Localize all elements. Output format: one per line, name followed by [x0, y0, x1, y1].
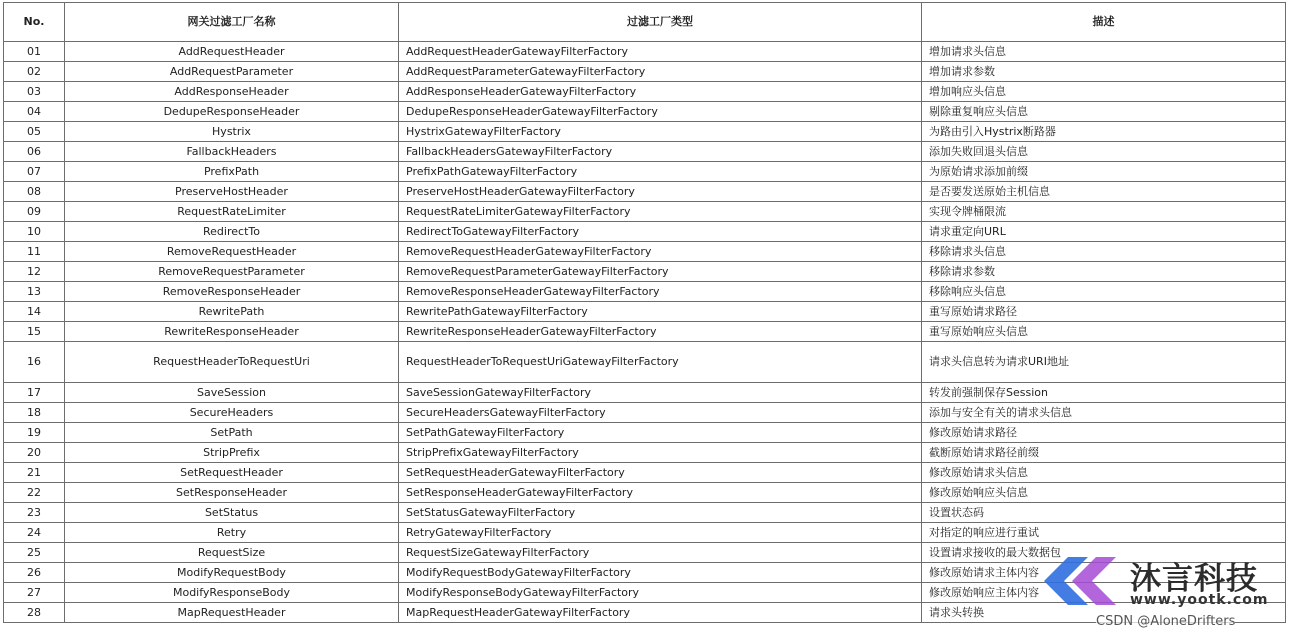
- cell-desc: 截断原始请求路径前缀: [922, 443, 1286, 463]
- table-row: [4, 302, 1286, 322]
- cell-desc: 修改原始请求主体内容: [922, 563, 1286, 583]
- cell-no: 24: [4, 523, 65, 543]
- cell-no: 21: [4, 463, 65, 483]
- cell-desc: 剔除重复响应头信息: [922, 102, 1286, 122]
- cell-no: 02: [4, 62, 65, 82]
- cell-desc: 请求头转换: [922, 603, 1286, 623]
- table-row: [4, 483, 1286, 503]
- cell-type: SetResponseHeaderGatewayFilterFactory: [399, 483, 922, 503]
- cell-no: 25: [4, 543, 65, 563]
- table-row: [4, 102, 1286, 122]
- cell-desc: 移除请求参数: [922, 262, 1286, 282]
- cell-no: 01: [4, 42, 65, 62]
- watermark: [1010, 545, 1288, 615]
- cell-name: Retry: [65, 523, 399, 543]
- cell-desc: 增加请求头信息: [922, 42, 1286, 62]
- cell-name: RewriteResponseHeader: [65, 322, 399, 342]
- cell-desc: 请求重定向URL: [922, 222, 1286, 242]
- cell-desc: 添加失败回退头信息: [922, 142, 1286, 162]
- cell-desc: 重写原始响应头信息: [922, 322, 1286, 342]
- cell-name: AddRequestParameter: [65, 62, 399, 82]
- csdn-credit: CSDN @AloneDrifters: [1096, 614, 1236, 629]
- table-row: [4, 122, 1286, 142]
- cell-no: 08: [4, 182, 65, 202]
- header-type: 过滤工厂类型: [399, 3, 922, 42]
- table-row: [4, 222, 1286, 242]
- cell-desc: 修改原始请求路径: [922, 423, 1286, 443]
- table-row: [4, 62, 1286, 82]
- cell-name: DedupeResponseHeader: [65, 102, 399, 122]
- cell-name: AddRequestHeader: [65, 42, 399, 62]
- table-row: [4, 403, 1286, 423]
- cell-type: RedirectToGatewayFilterFactory: [399, 222, 922, 242]
- cell-no: 16: [4, 342, 65, 383]
- cell-desc: 转发前强制保存Session: [922, 383, 1286, 403]
- cell-desc: 设置状态码: [922, 503, 1286, 523]
- table-body: [4, 42, 1286, 623]
- cell-name: SetPath: [65, 423, 399, 443]
- cell-name: ModifyRequestBody: [65, 563, 399, 583]
- cell-type: RetryGatewayFilterFactory: [399, 523, 922, 543]
- cell-type: AddRequestHeaderGatewayFilterFactory: [399, 42, 922, 62]
- table-row: [4, 342, 1286, 383]
- cell-type: MapRequestHeaderGatewayFilterFactory: [399, 603, 922, 623]
- cell-no: 14: [4, 302, 65, 322]
- cell-type: RemoveResponseHeaderGatewayFilterFactory: [399, 282, 922, 302]
- cell-name: AddResponseHeader: [65, 82, 399, 102]
- header-desc: 描述: [922, 3, 1286, 42]
- cell-no: 26: [4, 563, 65, 583]
- cell-type: SecureHeadersGatewayFilterFactory: [399, 403, 922, 423]
- table-row: [4, 42, 1286, 62]
- cell-name: RedirectTo: [65, 222, 399, 242]
- cell-name: RewritePath: [65, 302, 399, 322]
- cell-desc: 添加与安全有关的请求头信息: [922, 403, 1286, 423]
- cell-desc: 修改原始响应头信息: [922, 483, 1286, 503]
- cell-no: 12: [4, 262, 65, 282]
- cell-no: 19: [4, 423, 65, 443]
- cell-no: 15: [4, 322, 65, 342]
- cell-name: SaveSession: [65, 383, 399, 403]
- table-row: [4, 282, 1286, 302]
- watermark-title: 沐言科技: [1130, 561, 1258, 597]
- cell-no: 07: [4, 162, 65, 182]
- table-row: [4, 423, 1286, 443]
- cell-desc: 修改原始请求头信息: [922, 463, 1286, 483]
- cell-type: AddResponseHeaderGatewayFilterFactory: [399, 82, 922, 102]
- cell-no: 10: [4, 222, 65, 242]
- cell-type: RemoveRequestHeaderGatewayFilterFactory: [399, 242, 922, 262]
- cell-no: 06: [4, 142, 65, 162]
- cell-no: 13: [4, 282, 65, 302]
- cell-type: SetStatusGatewayFilterFactory: [399, 503, 922, 523]
- cell-name: RequestRateLimiter: [65, 202, 399, 222]
- cell-name: Hystrix: [65, 122, 399, 142]
- cell-type: HystrixGatewayFilterFactory: [399, 122, 922, 142]
- cell-desc: 增加请求参数: [922, 62, 1286, 82]
- cell-desc: 移除请求头信息: [922, 242, 1286, 262]
- watermark-url: www.yootk.com: [1130, 592, 1269, 608]
- table-row: [4, 242, 1286, 262]
- header-name: 网关过滤工厂名称: [65, 3, 399, 42]
- cell-name: SetResponseHeader: [65, 483, 399, 503]
- cell-no: 11: [4, 242, 65, 262]
- cell-no: 18: [4, 403, 65, 423]
- cell-name: StripPrefix: [65, 443, 399, 463]
- cell-desc: 为路由引入Hystrix断路器: [922, 122, 1286, 142]
- cell-name: RequestSize: [65, 543, 399, 563]
- table-row: [4, 82, 1286, 102]
- cell-type: DedupeResponseHeaderGatewayFilterFactory: [399, 102, 922, 122]
- table-row: [4, 443, 1286, 463]
- table-row: [4, 262, 1286, 282]
- cell-name: ModifyResponseBody: [65, 583, 399, 603]
- cell-type: RequestHeaderToRequestUriGatewayFilterFactory: [399, 342, 922, 383]
- table-row: [4, 322, 1286, 342]
- cell-name: FallbackHeaders: [65, 142, 399, 162]
- cell-type: SaveSessionGatewayFilterFactory: [399, 383, 922, 403]
- cell-no: 23: [4, 503, 65, 523]
- cell-no: 20: [4, 443, 65, 463]
- cell-type: RemoveRequestParameterGatewayFilterFactory: [399, 262, 922, 282]
- cell-desc: 对指定的响应进行重试: [922, 523, 1286, 543]
- cell-name: PrefixPath: [65, 162, 399, 182]
- cell-type: SetPathGatewayFilterFactory: [399, 423, 922, 443]
- cell-no: 03: [4, 82, 65, 102]
- table-row: [4, 162, 1286, 182]
- cell-desc: 移除响应头信息: [922, 282, 1286, 302]
- cell-type: AddRequestParameterGatewayFilterFactory: [399, 62, 922, 82]
- cell-name: SetStatus: [65, 503, 399, 523]
- cell-type: RequestSizeGatewayFilterFactory: [399, 543, 922, 563]
- cell-type: ModifyResponseBodyGatewayFilterFactory: [399, 583, 922, 603]
- cell-desc: 为原始请求添加前缀: [922, 162, 1286, 182]
- cell-no: 28: [4, 603, 65, 623]
- cell-name: RequestHeaderToRequestUri: [65, 342, 399, 383]
- cell-type: ModifyRequestBodyGatewayFilterFactory: [399, 563, 922, 583]
- cell-name: RemoveRequestHeader: [65, 242, 399, 262]
- table-row: [4, 523, 1286, 543]
- cell-desc: 增加响应头信息: [922, 82, 1286, 102]
- filter-factory-table: [3, 2, 1286, 623]
- cell-desc: 修改原始响应主体内容: [922, 583, 1286, 603]
- cell-desc: 实现令牌桶限流: [922, 202, 1286, 222]
- cell-type: RequestRateLimiterGatewayFilterFactory: [399, 202, 922, 222]
- cell-no: 05: [4, 122, 65, 142]
- cell-type: RewritePathGatewayFilterFactory: [399, 302, 922, 322]
- cell-name: SecureHeaders: [65, 403, 399, 423]
- table-row: [4, 202, 1286, 222]
- cell-name: MapRequestHeader: [65, 603, 399, 623]
- table-row: [4, 383, 1286, 403]
- cell-desc: 请求头信息转为请求URI地址: [922, 342, 1286, 383]
- header-no: No.: [4, 3, 65, 42]
- cell-no: 17: [4, 383, 65, 403]
- cell-type: RewriteResponseHeaderGatewayFilterFactory: [399, 322, 922, 342]
- cell-no: 27: [4, 583, 65, 603]
- cell-type: SetRequestHeaderGatewayFilterFactory: [399, 463, 922, 483]
- cell-type: FallbackHeadersGatewayFilterFactory: [399, 142, 922, 162]
- cell-name: PreserveHostHeader: [65, 182, 399, 202]
- cell-type: PrefixPathGatewayFilterFactory: [399, 162, 922, 182]
- cell-name: SetRequestHeader: [65, 463, 399, 483]
- table-header-row: [4, 3, 1286, 42]
- cell-no: 22: [4, 483, 65, 503]
- cell-no: 09: [4, 202, 65, 222]
- table-row: [4, 182, 1286, 202]
- cell-desc: 重写原始请求路径: [922, 302, 1286, 322]
- cell-name: RemoveRequestParameter: [65, 262, 399, 282]
- table-row: [4, 503, 1286, 523]
- cell-name: RemoveResponseHeader: [65, 282, 399, 302]
- yootk-logo-icon: [1038, 551, 1122, 611]
- cell-no: 04: [4, 102, 65, 122]
- cell-type: PreserveHostHeaderGatewayFilterFactory: [399, 182, 922, 202]
- cell-desc: 设置请求接收的最大数据包: [922, 543, 1286, 563]
- table-row: [4, 142, 1286, 162]
- table-row: [4, 463, 1286, 483]
- cell-desc: 是否要发送原始主机信息: [922, 182, 1286, 202]
- cell-type: StripPrefixGatewayFilterFactory: [399, 443, 922, 463]
